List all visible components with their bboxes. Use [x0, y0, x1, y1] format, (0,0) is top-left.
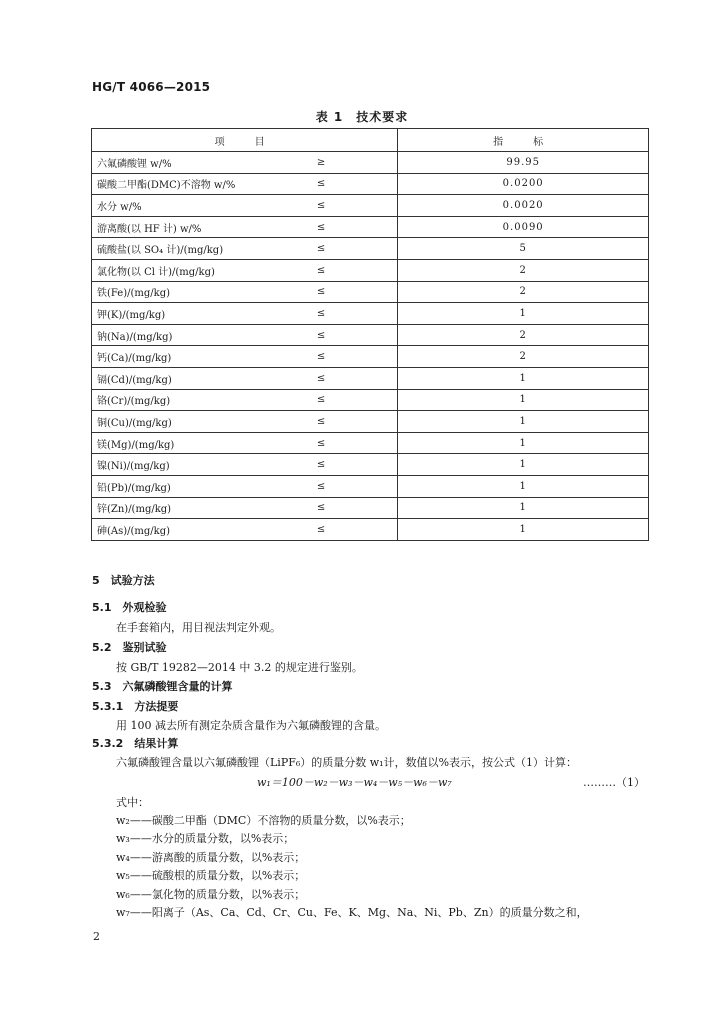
row-value: 1 — [398, 367, 649, 389]
table-row — [92, 411, 649, 433]
row-item: 钠(Na)/(mg/kg) — [92, 324, 245, 346]
row-item: 水分 w/% — [92, 195, 245, 217]
row-operator: ≤ — [245, 281, 398, 303]
header-item: 项 目 — [92, 129, 398, 152]
row-item: 铁(Fe)/(mg/kg) — [92, 281, 245, 303]
section-5-1-heading: 5.1 外观检验 — [92, 601, 167, 614]
row-operator: ≥ — [245, 152, 398, 174]
row-item: 砷(As)/(mg/kg) — [92, 519, 245, 541]
section-5-2-heading: 5.2 鉴别试验 — [92, 641, 167, 654]
table-row — [92, 195, 649, 217]
row-item: 铜(Cu)/(mg/kg) — [92, 411, 245, 433]
row-item: 镉(Cd)/(mg/kg) — [92, 367, 245, 389]
table-row — [92, 238, 649, 260]
row-item: 钙(Ca)/(mg/kg) — [92, 346, 245, 368]
row-value: 2 — [398, 259, 649, 281]
row-item: 游离酸(以 HF 计) w/% — [92, 216, 245, 238]
definition-w7: w₇——阳离子（As、Ca、Cd、Cr、Cu、Fe、K、Mg、Na、Ni、Pb、Zn）的质量分数之和， — [116, 906, 588, 919]
row-item: 氯化物(以 Cl 计)/(mg/kg) — [92, 259, 245, 281]
section-5-1-text: 在手套箱内，用目视法判定外观。 — [116, 621, 281, 634]
row-value: 1 — [398, 303, 649, 325]
standard-code: HG/T 4066—2015 — [92, 80, 211, 94]
table-header-row — [92, 129, 649, 152]
definition-w5: w₅——硫酸根的质量分数，以%表示； — [116, 869, 306, 882]
row-value: 1 — [398, 454, 649, 476]
row-value: 2 — [398, 346, 649, 368]
section-5-heading: 5 试验方法 — [92, 574, 155, 587]
table-row — [92, 346, 649, 368]
section-5-3-1-text: 用 100 减去所有测定杂质含量作为六氟磷酸锂的含量。 — [116, 719, 386, 732]
section-5-3-2-heading: 5.3.2 结果计算 — [92, 737, 179, 750]
row-operator: ≤ — [245, 173, 398, 195]
table-row — [92, 152, 649, 174]
row-operator: ≤ — [245, 216, 398, 238]
table-row — [92, 259, 649, 281]
row-value: 1 — [398, 475, 649, 497]
row-item: 铬(Cr)/(mg/kg) — [92, 389, 245, 411]
table-row — [92, 324, 649, 346]
row-operator: ≤ — [245, 389, 398, 411]
row-operator: ≤ — [245, 432, 398, 454]
table-row — [92, 216, 649, 238]
row-operator: ≤ — [245, 519, 398, 541]
row-operator: ≤ — [245, 454, 398, 476]
table-row — [92, 173, 649, 195]
row-value: 1 — [398, 411, 649, 433]
row-value: 1 — [398, 519, 649, 541]
row-item: 锌(Zn)/(mg/kg) — [92, 497, 245, 519]
table-title: 表 1 技术要求 — [315, 110, 409, 124]
row-operator: ≤ — [245, 367, 398, 389]
section-5-3-1-heading: 5.3.1 方法提要 — [92, 700, 179, 713]
definition-w3: w₃——水分的质量分数，以%表示； — [116, 832, 295, 845]
table-row — [92, 475, 649, 497]
row-operator: ≤ — [245, 411, 398, 433]
row-value: 99.95 — [398, 152, 649, 174]
row-value: 2 — [398, 324, 649, 346]
table-row — [92, 497, 649, 519]
table-row — [92, 367, 649, 389]
row-value: 1 — [398, 497, 649, 519]
row-operator: ≤ — [245, 497, 398, 519]
row-value: 2 — [398, 281, 649, 303]
page-number: 2 — [93, 930, 100, 943]
formula-number: ………（1） — [583, 776, 645, 789]
row-value: 5 — [398, 238, 649, 260]
header-indicator: 指 标 — [398, 129, 649, 152]
row-operator: ≤ — [245, 303, 398, 325]
row-operator: ≤ — [245, 195, 398, 217]
formula-1: w₁＝100－w₂－w₃－w₄－w₅－w₆－w₇ — [257, 776, 452, 789]
row-operator: ≤ — [245, 346, 398, 368]
technical-requirements-table — [91, 128, 649, 541]
row-item: 六氟磷酸锂 w/% — [92, 152, 245, 174]
section-5-2-text: 按 GB/T 19282—2014 中 3.2 的规定进行鉴别。 — [116, 661, 363, 674]
row-item: 铅(Pb)/(mg/kg) — [92, 475, 245, 497]
row-value: 0.0200 — [398, 173, 649, 195]
row-operator: ≤ — [245, 238, 398, 260]
section-5-3-2-text: 六氟磷酸锂含量以六氟磷酸锂（LiPF₆）的质量分数 w₁计，数值以%表示，按公式（1）计算： — [116, 756, 578, 769]
row-item: 硫酸盐(以 SO₄ 计)/(mg/kg) — [92, 238, 245, 260]
row-value: 0.0020 — [398, 195, 649, 217]
table-row — [92, 281, 649, 303]
table-row — [92, 389, 649, 411]
section-5-3-heading: 5.3 六氟磷酸锂含量的计算 — [92, 680, 233, 693]
definition-w6: w₆——氯化物的质量分数，以%表示； — [116, 888, 306, 901]
definition-w4: w₄——游离酸的质量分数，以%表示； — [116, 851, 306, 864]
row-operator: ≤ — [245, 259, 398, 281]
table-row — [92, 432, 649, 454]
where-label: 式中： — [116, 796, 149, 809]
table-row — [92, 454, 649, 476]
row-value: 1 — [398, 432, 649, 454]
row-item: 钾(K)/(mg/kg) — [92, 303, 245, 325]
row-item: 碳酸二甲酯(DMC)不溶物 w/% — [92, 173, 245, 195]
definition-w2: w₂——碳酸二甲酯（DMC）不溶物的质量分数，以%表示； — [116, 814, 411, 827]
row-item: 镍(Ni)/(mg/kg) — [92, 454, 245, 476]
row-item: 镁(Mg)/(mg/kg) — [92, 432, 245, 454]
table-row — [92, 303, 649, 325]
row-operator: ≤ — [245, 475, 398, 497]
row-value: 0.0090 — [398, 216, 649, 238]
row-value: 1 — [398, 389, 649, 411]
table-row — [92, 519, 649, 541]
row-operator: ≤ — [245, 324, 398, 346]
